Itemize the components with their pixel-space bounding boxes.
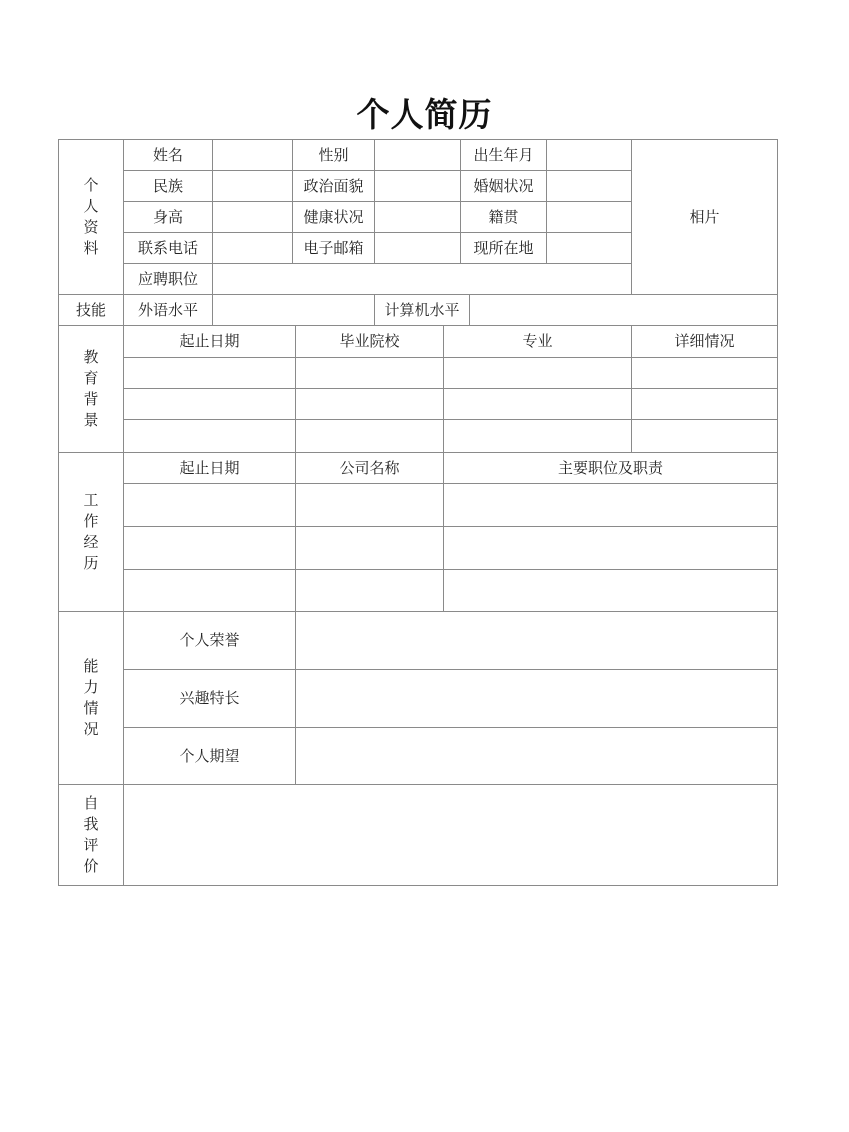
section-label-char: 作 bbox=[83, 512, 99, 530]
section-label-char: 人 bbox=[83, 197, 99, 215]
row-line bbox=[123, 569, 778, 570]
section-label-char: 能 bbox=[83, 657, 99, 675]
field-location[interactable] bbox=[547, 233, 631, 263]
section-label-char: 情 bbox=[83, 699, 99, 717]
section-label-char: 我 bbox=[83, 815, 99, 833]
edu-header-details: 详细情况 bbox=[674, 332, 735, 350]
photo-box[interactable]: 相片 bbox=[689, 207, 720, 226]
section-label-char: 力 bbox=[83, 678, 99, 696]
label-position: 应聘职位 bbox=[137, 269, 198, 288]
field-gender[interactable] bbox=[375, 140, 460, 170]
row-line bbox=[123, 526, 778, 527]
field-native[interactable] bbox=[547, 202, 631, 232]
label-phone: 联系电话 bbox=[137, 238, 198, 257]
work-header-dates: 起止日期 bbox=[179, 458, 240, 477]
label-honors: 个人荣誉 bbox=[179, 631, 240, 649]
section-label-char: 评 bbox=[83, 836, 99, 854]
row-line bbox=[123, 483, 778, 484]
field-expectation[interactable] bbox=[296, 728, 777, 784]
field-email[interactable] bbox=[375, 233, 460, 263]
section-label-char: 况 bbox=[83, 720, 99, 738]
work-header-duties: 主要职位及职责 bbox=[557, 458, 663, 477]
page-title: 个人简历 bbox=[356, 95, 493, 134]
section-label-char: 教 bbox=[83, 348, 99, 366]
section-label-self bbox=[59, 785, 123, 885]
edu-header-school: 毕业院校 bbox=[339, 332, 400, 350]
section-label-ability bbox=[59, 612, 123, 784]
section-label-char: 经 bbox=[83, 533, 99, 551]
field-language[interactable] bbox=[213, 295, 374, 325]
work-header-company: 公司名称 bbox=[339, 458, 400, 477]
row-line bbox=[123, 357, 778, 358]
section-label-char: 资 bbox=[83, 218, 99, 236]
label-interests: 兴趣特长 bbox=[179, 689, 240, 707]
label-political: 政治面貌 bbox=[303, 176, 364, 195]
field-name[interactable] bbox=[213, 140, 292, 170]
label-birth: 出生年月 bbox=[473, 145, 534, 164]
section-label-char: 工 bbox=[83, 491, 99, 509]
section-label-work bbox=[59, 453, 123, 611]
section-label-char: 料 bbox=[83, 239, 99, 257]
label-expectation: 个人期望 bbox=[179, 746, 240, 765]
field-marital[interactable] bbox=[547, 171, 631, 201]
section-label-education bbox=[59, 326, 123, 452]
section-label-char: 背 bbox=[83, 390, 99, 408]
label-marital: 婚姻状况 bbox=[473, 176, 534, 195]
field-computer[interactable] bbox=[470, 295, 777, 325]
label-gender: 性别 bbox=[318, 145, 349, 164]
section-label-char: 个 bbox=[83, 176, 99, 194]
section-label-char: 自 bbox=[83, 794, 99, 812]
section-label-char: 育 bbox=[83, 369, 99, 387]
field-honors[interactable] bbox=[296, 612, 777, 669]
label-location: 现所在地 bbox=[473, 238, 534, 257]
edu-header-dates: 起止日期 bbox=[179, 332, 240, 350]
section-label-char: 价 bbox=[83, 857, 99, 875]
section-label-char: 景 bbox=[83, 411, 99, 429]
section-label-skills: 技能 bbox=[75, 300, 106, 319]
label-email: 电子邮箱 bbox=[303, 238, 364, 257]
label-height: 身高 bbox=[152, 207, 183, 226]
field-birth[interactable] bbox=[547, 140, 631, 170]
section-label-char: 历 bbox=[83, 554, 99, 572]
field-political[interactable] bbox=[375, 171, 460, 201]
field-ethnicity[interactable] bbox=[213, 171, 292, 201]
field-phone[interactable] bbox=[213, 233, 292, 263]
label-health: 健康状况 bbox=[303, 207, 364, 226]
field-height[interactable] bbox=[213, 202, 292, 232]
label-name: 姓名 bbox=[152, 145, 183, 164]
label-native: 籍贯 bbox=[488, 207, 519, 226]
row-line bbox=[123, 388, 778, 389]
table-border-bottom bbox=[58, 885, 778, 886]
row-line bbox=[123, 419, 778, 420]
edu-header-major: 专业 bbox=[522, 332, 553, 350]
table-border-right bbox=[777, 139, 778, 886]
field-interests[interactable] bbox=[296, 670, 777, 727]
label-language: 外语水平 bbox=[137, 300, 198, 319]
section-label-personal bbox=[59, 140, 123, 294]
field-health[interactable] bbox=[375, 202, 460, 232]
field-position[interactable] bbox=[213, 264, 631, 294]
field-self-evaluation[interactable] bbox=[124, 785, 777, 885]
label-ethnicity: 民族 bbox=[152, 176, 183, 195]
label-computer: 计算机水平 bbox=[384, 300, 460, 319]
